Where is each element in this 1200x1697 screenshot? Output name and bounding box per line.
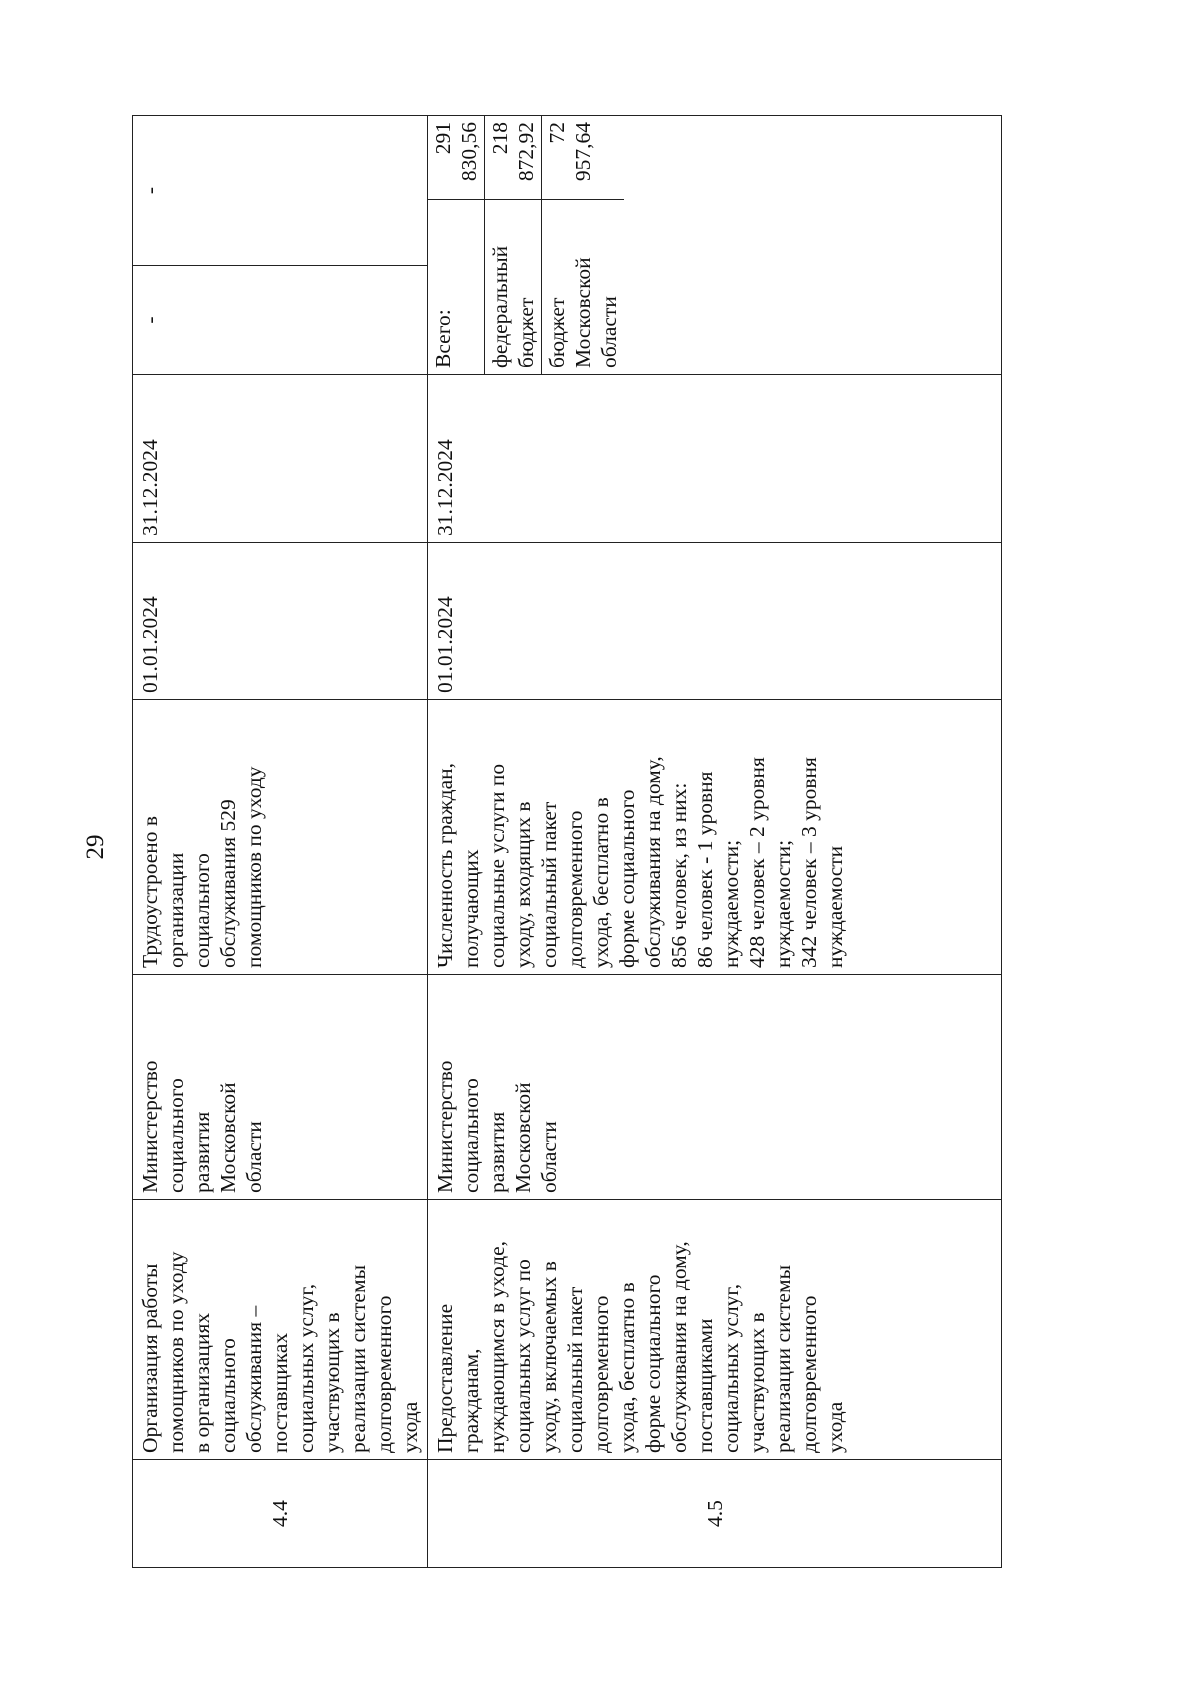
activity-name-cell: Организация работы помощников по уходу в организациях социального обслуживания – поставщиках социальных услуг, участвующих в реализации системы долговременного ухода: [133, 1200, 428, 1460]
start-date-cell: 01.01.2024: [428, 543, 1002, 700]
page-number: 29: [82, 834, 109, 860]
executor-cell: Министерство социального развития Московской области: [133, 975, 428, 1200]
financing-row: [485, 116, 542, 374]
activities-table: [132, 115, 1002, 1568]
activity-name-cell: Предоставление гражданам, нуждающимся в уходе, социальных услуг по уходу, включаемых в социальный пакет долговременного ухода, бесплатно в форме социального обслуживания на дому, поставщиками социальных услуг, участвующих в реализации системы долговременного ухода: [428, 1200, 1002, 1460]
financing-amount: 72 957,64: [545, 122, 595, 182]
result-cell: Численность граждан, получающих социальные услуги по уходу, входящих в социальный пакет долговременного ухода, бесплатно в форме социального обслуживания на дому, 856 человек, из них: 86 человек - 1 уровня нуждаемости; 428 человек – 2 уровня нуждаемости; 342 человек – 3 уровня нуждаемости: [428, 700, 1002, 975]
financing-row: [542, 116, 625, 374]
funding-source-cell: -: [133, 266, 428, 375]
row-number-cell: 4.5: [428, 1460, 1002, 1568]
financing-source: федеральный бюджет: [485, 200, 542, 375]
end-date-cell: 31.12.2024: [133, 375, 428, 543]
end-date-cell: 31.12.2024: [428, 375, 1002, 543]
financing-subtable: [428, 116, 624, 374]
rotated-table-layer: [132, 116, 1002, 1568]
executor-cell: Министерство социального развития Московской области: [428, 975, 1002, 1200]
table-row: [133, 116, 428, 1568]
financing-source: Всего:: [428, 200, 485, 375]
row-number-cell: 4.4: [133, 1460, 428, 1568]
start-date-cell: 01.01.2024: [133, 543, 428, 700]
financing-source: бюджет Московской области: [542, 200, 625, 375]
financing-amount: 291 830,56: [428, 116, 485, 200]
table-container: [132, 116, 1002, 1568]
financing-amount: 218 872,92: [485, 116, 542, 200]
financing-cell: [428, 116, 1002, 375]
table-row: [428, 116, 1002, 1568]
result-cell: Трудоустроено в организации социального обслуживания 529 помощников по уходу: [133, 700, 428, 975]
financing-row: [428, 116, 485, 374]
funding-amount-cell: -: [133, 116, 428, 266]
